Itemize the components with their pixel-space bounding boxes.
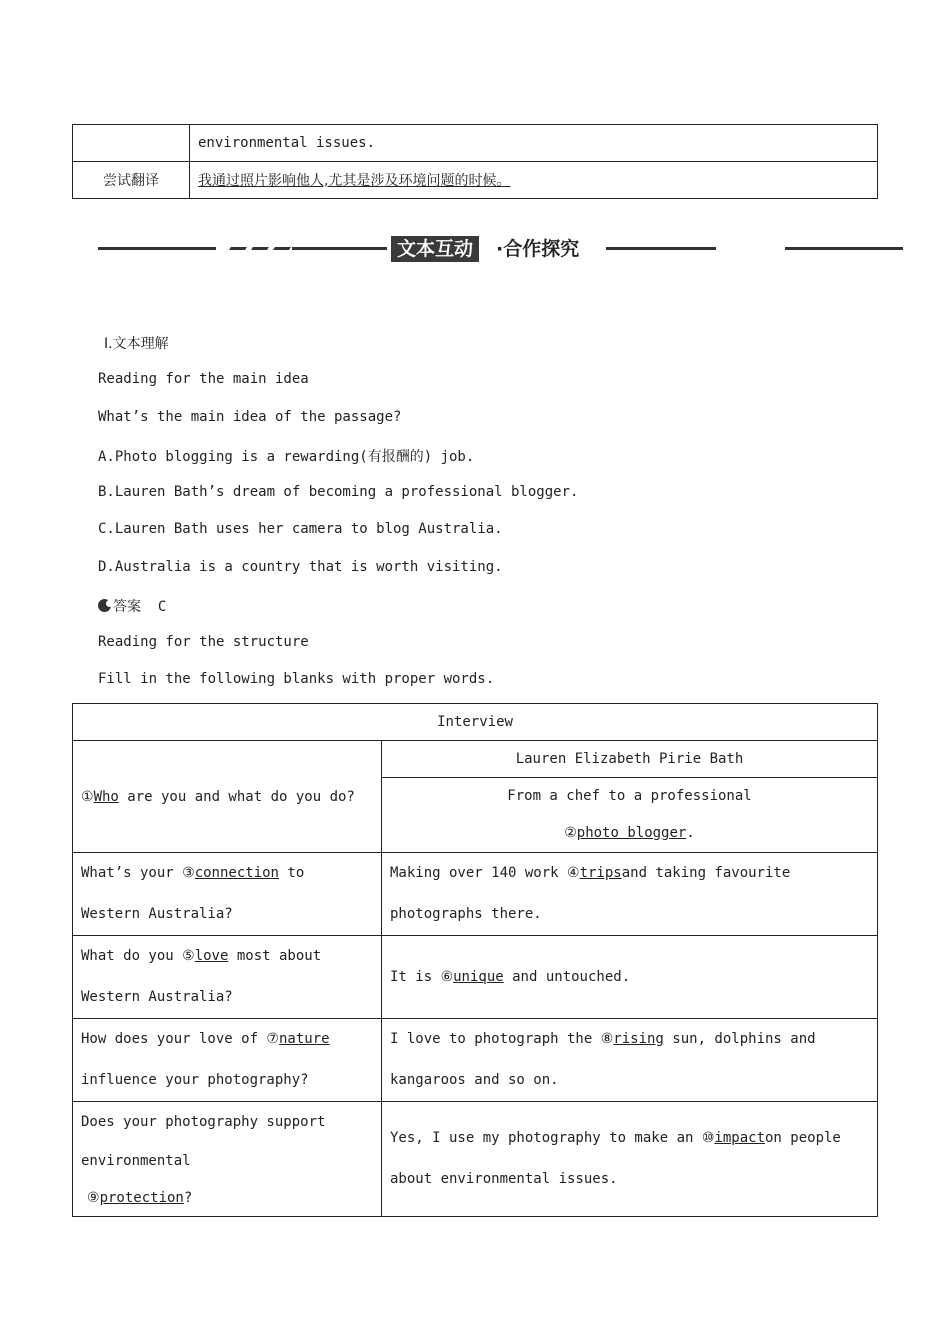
- answer-value: C: [157, 599, 167, 615]
- option-a: A.Photo blogging is a rewarding(有报酬的) job.: [98, 449, 475, 465]
- table-row: [73, 936, 878, 1019]
- answer-cell: [382, 853, 878, 936]
- table-cell: [73, 125, 190, 162]
- table-cell: environmental issues.: [190, 125, 878, 162]
- question-cell: [73, 936, 382, 1019]
- translation-cell: [190, 162, 878, 199]
- reading-main-heading: Reading for the main idea: [98, 371, 309, 387]
- answer-icon: [98, 599, 111, 612]
- option-c: C.Lauren Bath uses her camera to blog Australia.: [98, 521, 503, 537]
- text-part: and untouched.: [503, 969, 631, 985]
- text-part: How does your love of ⑦: [81, 1031, 279, 1047]
- section-heading: Ⅰ.文本理解: [104, 336, 169, 352]
- question-text: [81, 853, 373, 894]
- name-cell: Lauren Elizabeth Pirie Bath: [382, 741, 878, 778]
- blank-answer: rising: [613, 1031, 664, 1047]
- blank-number: ①: [81, 788, 94, 805]
- question-cell: [73, 1102, 382, 1217]
- answer-label: 答案: [113, 599, 141, 615]
- blank-answer: photo blogger: [576, 825, 687, 841]
- answer-cell: [382, 936, 878, 1019]
- punctuation: .: [686, 825, 695, 841]
- instruction-text: Fill in the following blanks with proper words.: [98, 671, 495, 687]
- reading-structure-heading: Reading for the structure: [98, 634, 309, 650]
- banner-dash: [251, 247, 269, 250]
- question-cell: [73, 741, 382, 853]
- question-cell: [73, 1019, 382, 1102]
- table-row: [73, 704, 878, 741]
- answer-text: [390, 1019, 869, 1060]
- interview-header: Interview: [73, 704, 878, 741]
- banner-rule: [98, 247, 216, 250]
- banner-box: 文本互动: [391, 236, 479, 262]
- question-text: Does your photography support: [81, 1114, 326, 1130]
- question-text: environmental: [81, 1153, 191, 1169]
- banner-rule: [292, 247, 387, 250]
- answer-cell: [382, 1102, 878, 1217]
- answer-cell: [382, 1019, 878, 1102]
- text-part: on people: [765, 1130, 841, 1146]
- blank-answer: trips: [579, 865, 622, 881]
- interview-table: [72, 703, 878, 1217]
- text-part: It is ⑥: [390, 969, 454, 985]
- banner-rule: [785, 247, 903, 250]
- question-text: influence your photography?: [81, 1072, 309, 1088]
- text-part: most about: [228, 948, 322, 964]
- translate-label: 尝试翻译: [73, 162, 190, 199]
- text-part: What’s your ③: [81, 865, 195, 881]
- blank-answer: unique: [453, 969, 504, 985]
- answer-text: [390, 1118, 869, 1159]
- punctuation: ?: [183, 1190, 193, 1206]
- blank-number: ②: [564, 825, 577, 841]
- table-row: [73, 853, 878, 936]
- question-cell: [73, 853, 382, 936]
- table-row: [73, 162, 878, 199]
- banner-dash: [229, 247, 247, 250]
- text-part: sun, dolphins and: [663, 1031, 816, 1047]
- text-part: I love to photograph the ⑧: [390, 1031, 614, 1047]
- question-text: What’s the main idea of the passage?: [98, 409, 402, 425]
- translation-text: 我通过照片影响他人,尤其是涉及环境问题的时候。: [198, 173, 511, 189]
- text-part: What do you ⑤: [81, 948, 195, 964]
- answer-text: kangaroos and so on.: [390, 1072, 559, 1088]
- answer-line: [98, 596, 166, 616]
- table-row: [73, 741, 878, 778]
- table-row: [73, 1019, 878, 1102]
- option-b: B.Lauren Bath’s dream of becoming a professional blogger.: [98, 484, 579, 500]
- blank-answer: impact: [714, 1130, 765, 1146]
- blank-answer: love: [194, 948, 229, 964]
- text-part: and taking favourite: [621, 865, 791, 881]
- blank-answer: nature: [278, 1031, 330, 1047]
- text-part: Making over 140 work ④: [390, 865, 580, 881]
- text-part: Yes, I use my photography to make an ⑩: [390, 1130, 715, 1146]
- answer-text: From a chef to a professional: [507, 788, 752, 804]
- blank-answer: Who: [93, 788, 119, 805]
- banner-title: ·合作探究: [496, 238, 580, 260]
- table-row: [73, 125, 878, 162]
- blank-answer: protection: [99, 1190, 184, 1206]
- banner-rule: [606, 247, 716, 250]
- banner-dash: [273, 247, 291, 250]
- answer-text: [390, 815, 869, 852]
- option-d: D.Australia is a country that is worth visiting.: [98, 559, 503, 575]
- blank-answer: connection: [194, 865, 279, 881]
- question-text: [81, 1181, 373, 1215]
- answer-text: about environmental issues.: [390, 1171, 618, 1187]
- question-text: are you and what do you do?: [118, 788, 355, 805]
- question-text: Western Australia?: [81, 989, 233, 1005]
- translation-table: [72, 124, 878, 199]
- text-part: to: [279, 865, 305, 881]
- table-row: [73, 1102, 878, 1217]
- answer-cell: [382, 778, 878, 853]
- question-text: [81, 1019, 373, 1060]
- question-text: [81, 936, 373, 977]
- blank-number: ⑨: [87, 1190, 100, 1206]
- answer-text: photographs there.: [390, 906, 542, 922]
- answer-text: [390, 853, 869, 894]
- question-text: Western Australia?: [81, 906, 233, 922]
